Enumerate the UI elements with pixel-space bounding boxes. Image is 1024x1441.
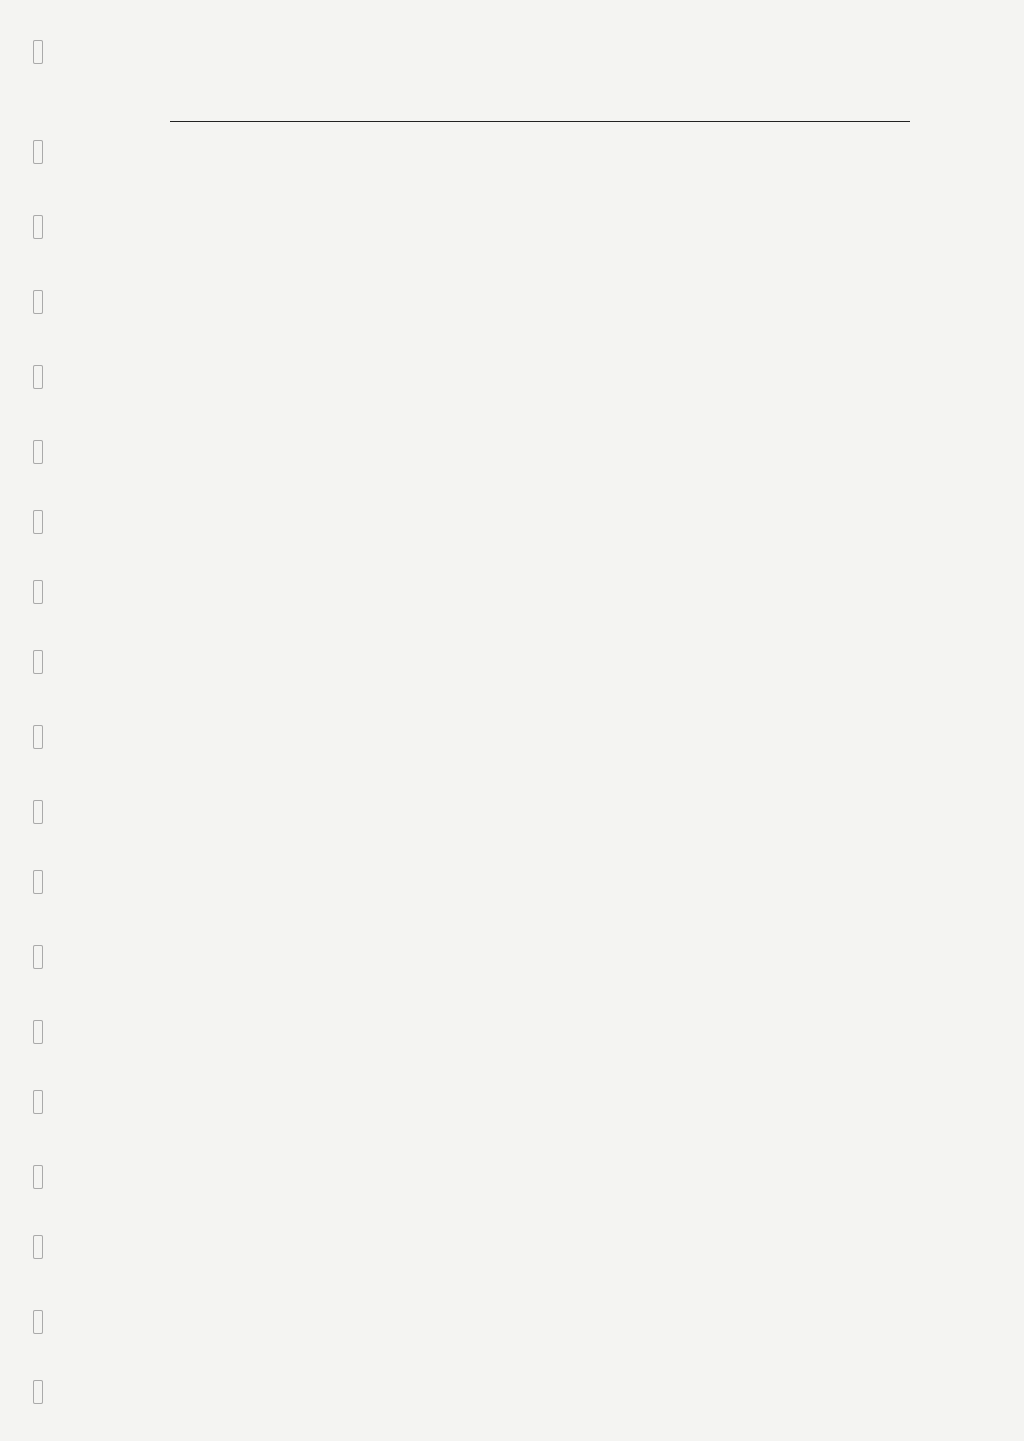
header-rule [170,121,910,122]
